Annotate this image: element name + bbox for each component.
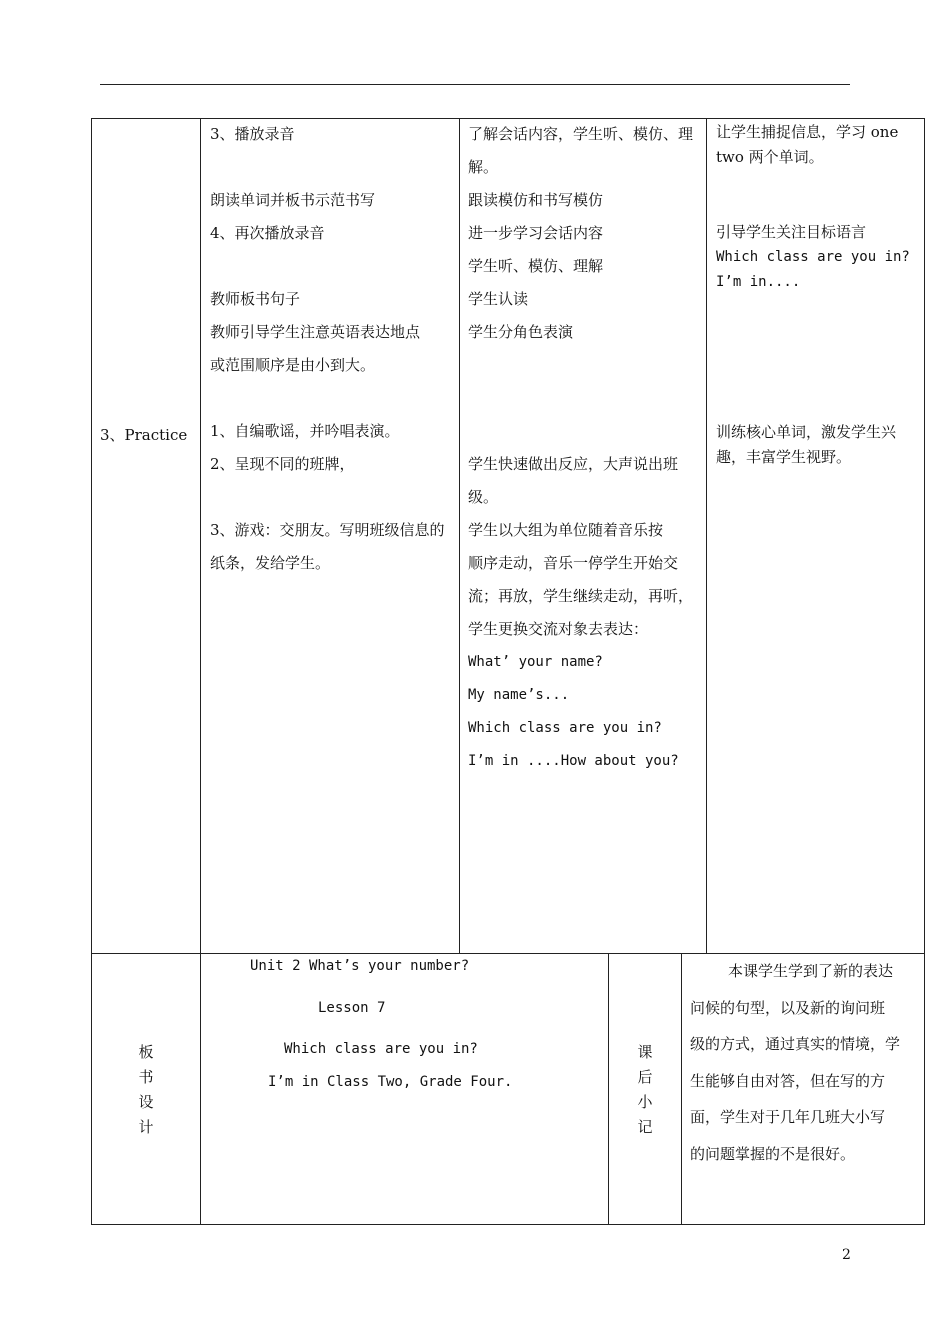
text-line: Which class are you in? (716, 249, 910, 265)
text-line (210, 481, 452, 514)
text-line (468, 349, 700, 382)
text-line (210, 250, 452, 283)
text-line: 学生快速做出反应，大声说出班 (468, 455, 679, 473)
text-line (716, 370, 918, 395)
summary-label (635, 1040, 655, 1140)
text-line: 顺序走动，音乐一停学生开始交 (468, 554, 679, 572)
board-design-label (136, 1040, 156, 1140)
text-line: 让学生捕捉信息，学习 one (716, 123, 899, 141)
text-line: 跟读模仿和书写模仿 (468, 191, 604, 209)
text-line (468, 415, 700, 448)
text-line: 学生听、模仿、理解 (468, 257, 604, 275)
text-line: 教师引导学生注意英语表达地点 (210, 323, 421, 341)
table-border (91, 1224, 925, 1225)
table-border (924, 118, 925, 1225)
text-line: What’ your name? (468, 654, 603, 670)
text-line: 面，学生对于几年几班大小写 (690, 1108, 886, 1126)
text-line: 问候的句型，以及新的询问班 (690, 998, 886, 1017)
table-border (681, 953, 682, 1225)
text-line: 训练核心单词，激发学生兴 (716, 423, 897, 441)
student-activities (468, 118, 700, 778)
table-border (91, 118, 92, 1225)
text-line: 进一步学习会话内容 (468, 224, 604, 242)
text-line: 3、播放录音 (210, 125, 295, 143)
table-border (608, 953, 609, 1225)
text-line: My name’s... (468, 687, 570, 703)
label-char: 后 (637, 1068, 653, 1086)
text-line: 1、自编歌谣，并吟唱表演。 (210, 422, 400, 440)
text-line: 解。 (468, 158, 499, 176)
text-line (716, 320, 918, 345)
summary-text (690, 953, 918, 1172)
text-line: 学生认读 (468, 290, 529, 308)
page-number: 2 (842, 1247, 851, 1263)
text-line: 3、游戏：交朋友。写明班级信息的 (210, 521, 445, 539)
text-line: 4、再次播放录音 (210, 224, 325, 242)
label-char: 课 (637, 1043, 653, 1061)
label-char: 计 (138, 1118, 154, 1136)
text-line: 2、呈现不同的班牌， (210, 455, 355, 473)
label-char: 小 (637, 1093, 653, 1111)
board-line: Which class are you in? (284, 1041, 478, 1057)
text-line: 学生以大组为单位随着音乐按 (468, 521, 664, 539)
board-line: I’m in Class Two, Grade Four. (268, 1074, 513, 1090)
text-line: I’m in.... (716, 274, 801, 290)
stage-label: 3、Practice (100, 426, 188, 444)
text-line: 学生分角色表演 (468, 323, 574, 341)
text-line (468, 382, 700, 415)
table-border (706, 118, 707, 954)
text-line (716, 395, 918, 420)
text-line (716, 195, 918, 220)
text-line: 生能够自由对答，但在写的方 (690, 1071, 886, 1090)
header-rule (100, 84, 850, 85)
text-line: 引导学生关注目标语言 (716, 223, 867, 241)
table-border (459, 118, 460, 954)
text-line: two 两个单词。 (716, 148, 824, 166)
label-char: 记 (637, 1118, 653, 1136)
text-line: 朗读单词并板书示范书写 (210, 191, 376, 209)
label-char: 板 (138, 1043, 154, 1061)
text-line: I’m in ....How about you? (468, 753, 679, 769)
board-line: Lesson 7 (318, 1000, 386, 1016)
text-line: 或范围顺序是由小到大。 (210, 356, 376, 374)
text-line: 了解会话内容，学生听、模仿、理 (468, 125, 694, 143)
teacher-activities (210, 118, 452, 580)
table-border (200, 118, 201, 1225)
label-char: 书 (138, 1068, 154, 1086)
design-purpose (716, 118, 918, 470)
text-line (716, 295, 918, 320)
label-char: 设 (138, 1093, 154, 1111)
text-line (716, 345, 918, 370)
text-line (210, 382, 452, 415)
text-line: 级。 (468, 488, 499, 506)
text-line (716, 170, 918, 195)
text-line: 本课学生学到了新的表达 (728, 962, 894, 980)
text-line: 趣，丰富学生视野。 (716, 448, 852, 466)
text-line: 流；再放，学生继续走动，再听， (468, 587, 694, 605)
text-line: 的问题掌握的不是很好。 (690, 1144, 856, 1163)
text-line: 教师板书句子 (210, 290, 301, 308)
board-line: Unit 2 What’s your number? (250, 958, 470, 974)
text-line: 纸条，发给学生。 (210, 554, 331, 572)
text-line: 学生更换交流对象去表达： (468, 620, 649, 638)
text-line (210, 151, 452, 184)
text-line: Which class are you in? (468, 720, 662, 736)
text-line: 级的方式，通过真实的情境，学 (690, 1035, 901, 1053)
